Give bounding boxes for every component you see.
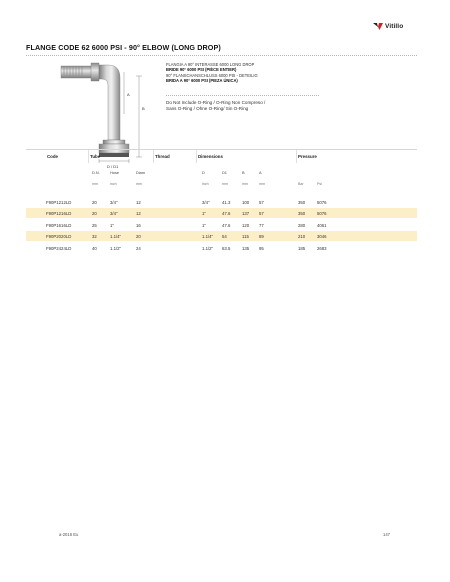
cell-d1: 47.6 (222, 222, 231, 228)
subheader-hose: Hose (110, 170, 120, 175)
table-row (26, 231, 417, 241)
cell-code: F90P2020LD (46, 233, 72, 239)
cell-psi: 5076 (317, 199, 327, 205)
table-row (26, 220, 417, 230)
hose-tail (61, 63, 99, 81)
cell-diam: 20 (136, 233, 141, 239)
table-top-rule (26, 149, 417, 150)
subheader-a: A (259, 170, 262, 175)
cell-hose: 1.1/2" (110, 245, 122, 251)
cell-psi: 4061 (317, 222, 327, 228)
cell-a: 89 (259, 233, 264, 239)
cell-hose: 1" (110, 222, 114, 228)
cell-hose: 3/4" (110, 199, 118, 205)
cell-a: 57 (259, 199, 264, 205)
cell-d1: 63.5 (222, 245, 231, 251)
cell-d: 1.1/2" (202, 245, 214, 251)
cell-psi: 5076 (317, 210, 327, 216)
unit-dn: mm (92, 182, 98, 186)
cell-d1: 54 (222, 233, 227, 239)
cell-diam: 16 (136, 222, 141, 228)
cell-bar: 210 (298, 233, 306, 239)
cell-b: 135 (242, 245, 250, 251)
cell-a: 77 (259, 222, 264, 228)
cell-psi: 3046 (317, 233, 327, 239)
product-descriptions (166, 62, 258, 84)
cell-diam: 12 (136, 199, 141, 205)
cell-code: F90P1616LD (46, 222, 72, 228)
dim-label-d-d1: D / D1 (107, 164, 119, 169)
description-it: FLANGIA A 90° INTERASSE 6000 LONG DROP (166, 62, 255, 67)
cell-a: 95 (259, 245, 264, 251)
column-header-tube: Tube (90, 154, 101, 159)
dim-label-a: A (127, 92, 130, 97)
description-fr: BRIDE 90° 6000 PSI (PIÈCE ENTIER) (166, 67, 237, 73)
cell-hose: 3/4" (110, 210, 118, 216)
cell-d: 3/4" (202, 199, 210, 205)
table-row (26, 197, 417, 207)
description-de: 90° FLANSCHANSCHLUSS 6000 PSI - DETEILIG (166, 72, 258, 78)
cell-code: F90P1216LD (46, 210, 72, 216)
cell-hose: 1.1/4" (110, 233, 122, 239)
cell-bar: 280 (298, 222, 306, 228)
cell-diam: 12 (136, 210, 141, 216)
unit-d1: mm (222, 182, 228, 186)
cell-bar: 185 (298, 245, 306, 251)
column-header-dimensions: Dimensions (198, 154, 223, 159)
footer-edition: a-2016 Eu (59, 532, 79, 537)
unit-a: mm (259, 182, 265, 186)
oring-note-line: Sans O-Ring / Ohne O-Ring/ Sin O-Ring (166, 106, 249, 112)
column-header-code: Code (47, 154, 58, 159)
brand-name: Vitillo (385, 22, 404, 30)
cell-dn: 20 (92, 210, 97, 216)
cell-code: F90P2424LD (46, 245, 72, 251)
column-header-pressure: Pressure (298, 154, 317, 159)
cell-bar: 350 (298, 199, 306, 205)
cell-d1: 47.6 (222, 210, 231, 216)
elbow-fitting-drawing (58, 58, 168, 178)
cell-d1: 41.3 (222, 199, 231, 205)
cell-b: 100 (242, 199, 250, 205)
subheader-dn: D.N. (92, 170, 100, 175)
cell-b: 120 (242, 222, 250, 228)
subheader-b: B (242, 170, 245, 175)
cell-dn: 40 (92, 245, 97, 251)
oring-note-line: Do Not Include O-Ring / O-Ring Non Compreso / (166, 100, 266, 105)
cell-diam: 24 (136, 245, 141, 251)
cell-dn: 32 (92, 233, 97, 239)
table-row (26, 208, 417, 218)
brand-logo (373, 21, 403, 31)
cell-dn: 25 (92, 222, 97, 228)
unit-psi: Psi (317, 182, 322, 186)
subheader-d1: D1 (222, 170, 227, 175)
oring-note (166, 100, 265, 113)
dim-label-b: B (142, 106, 145, 111)
page-number: 147 (383, 532, 390, 537)
cell-code: F90P1212LD (46, 199, 72, 205)
description-es: BRIDA A 90° 6000 PSI (PIEZA ÚNICA) (166, 78, 238, 84)
table-row (26, 243, 417, 253)
unit-hose: inch (110, 182, 117, 186)
cell-dn: 20 (92, 199, 97, 205)
title-divider (26, 55, 417, 56)
cell-b: 137 (242, 210, 250, 216)
subheader-d: D (202, 170, 205, 175)
elbow-body (99, 65, 120, 140)
unit-d: inch (202, 182, 209, 186)
subheader-diam: Diam (136, 170, 146, 175)
unit-b: mm (242, 182, 248, 186)
unit-diam: mm (136, 182, 142, 186)
cell-a: 57 (259, 210, 264, 216)
brand-logo-icon (373, 21, 383, 31)
page-title: FLANGE CODE 62 6000 PSI - 90° ELBOW (LONG DROP) (26, 43, 221, 52)
unit-bar: Bar (298, 182, 304, 186)
cell-d: 1.1/4" (202, 233, 214, 239)
cell-b: 115 (242, 233, 249, 239)
cell-bar: 350 (298, 210, 306, 216)
cell-d: 1" (202, 222, 206, 228)
column-header-thread: Thread (155, 154, 170, 159)
description-divider (166, 95, 319, 96)
cell-d: 1" (202, 210, 206, 216)
cell-psi: 2683 (317, 245, 327, 251)
